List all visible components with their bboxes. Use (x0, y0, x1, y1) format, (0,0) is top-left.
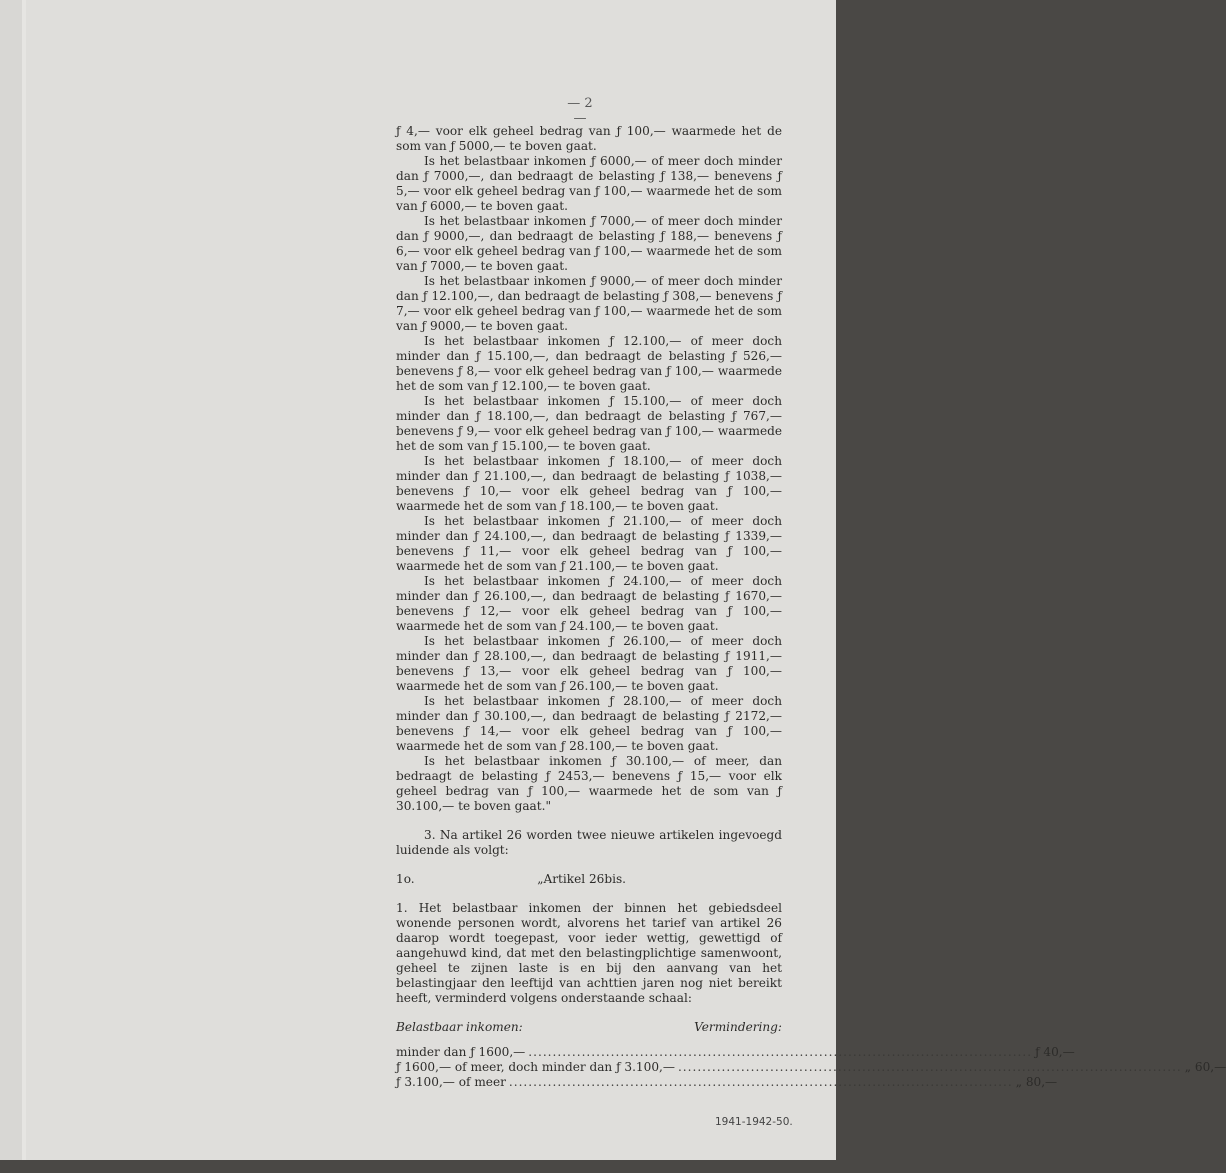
page-number: — 2 — (567, 96, 593, 126)
row-label: ƒ 3.100,— of meer (396, 1075, 506, 1089)
article-paragraph: 1. Het belastbaar inkomen der binnen het gebiedsdeel wonende personen wordt, alvorens het tarief van artikel 26 daarop wordt toegepast, voor ieder wettig, gewettigd of aangehuwd kind, dat met den belastingplichtige samenwoont, geheel te zijnen laste is en bij den aanvang van het belastingjaar den leeftijd van achttien jaren nog niet bereikt heeft, verminderd volgens onderstaande schaal: (396, 901, 782, 1005)
article-number: 1o. (396, 872, 415, 886)
binding-spine (0, 0, 23, 1160)
dot-leader: ........................................................................................................ (508, 1075, 1013, 1089)
paragraph: Is het belastbaar inkomen ƒ 9000,— of meer doch minder dan ƒ 12.100,—, dan bedraagt de belasting ƒ 308,— benevens ƒ 7,— voor elk geheel bedrag van ƒ 100,— waarmede het de som van ƒ 9000,— te boven gaat. (396, 274, 782, 333)
paragraph: ƒ 4,— voor elk geheel bedrag van ƒ 100,— waarmede het de som van ƒ 5000,— te boven gaat. (396, 124, 782, 153)
paragraph: Is het belastbaar inkomen ƒ 26.100,— of meer doch minder dan ƒ 28.100,—, dan bedraagt de belasting ƒ 1911,— benevens ƒ 13,— voor elk geheel bedrag van ƒ 100,— waarmede het de som van ƒ 26.100,— te boven gaat. (396, 634, 782, 693)
paragraph: Is het belastbaar inkomen ƒ 21.100,— of meer doch minder dan ƒ 24.100,—, dan bedraagt de belasting ƒ 1339,— benevens ƒ 11,— voor elk geheel bedrag van ƒ 100,— waarmede het de som van ƒ 21.100,— te boven gaat. (396, 514, 782, 573)
table-row (396, 1045, 1075, 1060)
article-heading (396, 872, 782, 887)
paragraph: Is het belastbaar inkomen ƒ 24.100,— of meer doch minder dan ƒ 26.100,—, dan bedraagt de belasting ƒ 1670,— benevens ƒ 12,— voor elk geheel bedrag van ƒ 100,— waarmede het de som van ƒ 24.100,— te boven gaat. (396, 574, 782, 633)
paragraph: Is het belastbaar inkomen ƒ 7000,— of meer doch minder dan ƒ 9000,—, dan bedraagt de belasting ƒ 188,— benevens ƒ 6,— voor elk geheel bedrag van ƒ 100,— waarmede het de som van ƒ 7000,— te boven gaat. (396, 214, 782, 273)
paragraph: Is het belastbaar inkomen ƒ 18.100,— of meer doch minder dan ƒ 21.100,—, dan bedraagt de belasting ƒ 1038,— benevens ƒ 10,— voor elk geheel bedrag van ƒ 100,— waarmede het de som van ƒ 18.100,— te boven gaat. (396, 454, 782, 513)
paragraph: Is het belastbaar inkomen ƒ 12.100,— of meer doch minder dan ƒ 15.100,—, dan bedraagt de belasting ƒ 526,— benevens ƒ 8,— voor elk geheel bedrag van ƒ 100,— waarmede het de som van ƒ 12.100,— te boven gaat. (396, 334, 782, 393)
paragraph: Is het belastbaar inkomen ƒ 28.100,— of meer doch minder dan ƒ 30.100,—, dan bedraagt de belasting ƒ 2172,— benevens ƒ 14,— voor elk geheel bedrag van ƒ 100,— waarmede het de som van ƒ 28.100,— te boven gaat. (396, 694, 782, 753)
article-title: „Artikel 26bis. (537, 872, 626, 886)
document-body (396, 124, 1226, 1090)
paragraph: Is het belastbaar inkomen ƒ 30.100,— of meer, dan bedraagt de belasting ƒ 2453,— benevens ƒ 15,— voor elk geheel bedrag van ƒ 100,— waarmede het de som van ƒ 30.100,— te boven gaat." (396, 754, 782, 813)
section-3-paragraph: 3. Na artikel 26 worden twee nieuwe artikelen ingevoegd luidende als volgt: (396, 828, 782, 857)
row-label: minder dan ƒ 1600,— (396, 1045, 526, 1059)
dot-leader: ........................................................................................................ (677, 1060, 1182, 1074)
row-value: „ 60,— (1184, 1060, 1226, 1074)
dot-leader: ........................................................................................................ (528, 1045, 1033, 1059)
row-value: „ 80,— (1015, 1075, 1058, 1089)
paragraph: Is het belastbaar inkomen ƒ 6000,— of meer doch minder dan ƒ 7000,—, dan bedraagt de belasting ƒ 138,— benevens ƒ 5,— voor elk geheel bedrag van ƒ 100,— waarmede het de som van ƒ 6000,— te boven gaat. (396, 154, 782, 213)
footer-reference: 1941-1942-50. (715, 1116, 793, 1128)
table-row (396, 1075, 1058, 1090)
binding-edge (22, 0, 26, 1160)
row-label: ƒ 1600,— of meer, doch minder dan ƒ 3.100,— (396, 1060, 675, 1074)
schedule-table-header (396, 1020, 782, 1035)
header-reduction: Vermindering: (694, 1020, 782, 1034)
row-value: ƒ 40,— (1035, 1045, 1075, 1059)
header-taxable-income: Belastbaar inkomen: (396, 1020, 523, 1034)
table-row (396, 1060, 1226, 1075)
paragraph: Is het belastbaar inkomen ƒ 15.100,— of meer doch minder dan ƒ 18.100,—, dan bedraagt de belasting ƒ 767,— benevens ƒ 9,— voor elk geheel bedrag van ƒ 100,— waarmede het de som van ƒ 15.100,— te boven gaat. (396, 394, 782, 453)
